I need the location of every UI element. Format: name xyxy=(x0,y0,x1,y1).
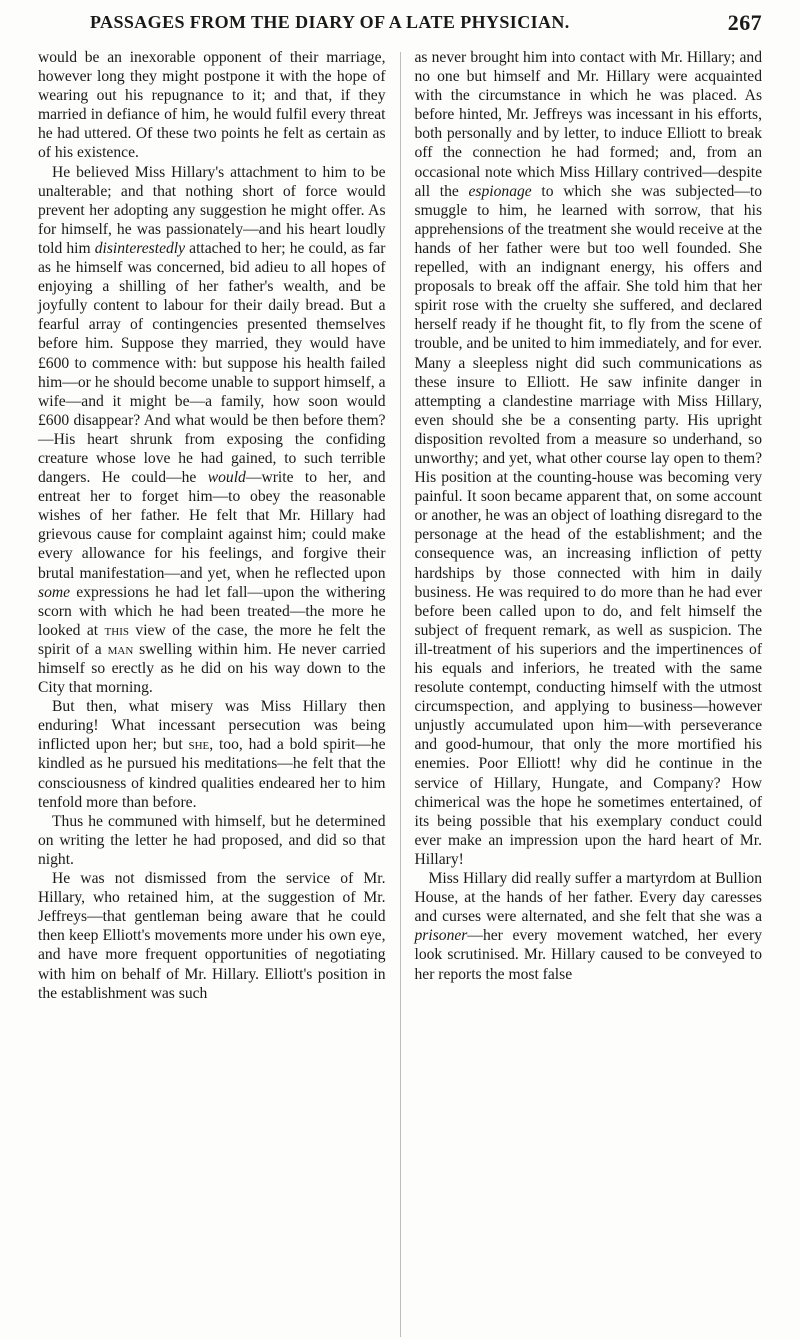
right-column xyxy=(415,48,763,1337)
column-divider xyxy=(400,52,401,1337)
paragraph-text: as never brought him into contact with Mr. Hillary; and no one but himself and Mr. Hillary were acquainted with the circumstance in which he was placed. As before hinted, Mr. Jeffreys was incessant in his efforts, both personally and by letter, to induce Elliott to break off the connection he had formed; and, from an occasional note which Miss Hillary contrived—despite all the xyxy=(414,49,763,200)
paragraph-text: man xyxy=(107,640,134,658)
paragraph xyxy=(38,163,386,698)
paragraph-text: would be an inexorable opponent of their marriage, however long they might postpone it with the hope of wearing out his repugnance to it; and that, if they married in defiance of him, he would fulfil every threat he had uttered. Of these two points he felt as certain as of his existence. xyxy=(38,49,386,162)
paragraph-text: expressions he had let fall—upon the withering scorn with which he had been treated—the more he looked at xyxy=(38,583,386,639)
paragraph-text: attached to her; he could, as far as he himself was concerned, bid adieu to all hopes of enjoying a shilling of her father's wealth, and be joyfully content to labour for their daily bread. But a fearful array of contingencies presented themselves before him. Suppose they married, they would have £600 to commence with: but suppose his health failed him—or he should become unable to support himself, a wife—and it might be—a family, how soon would £600 disappear? And what would be then before them?—His heart shrunk from exposing the confiding creature whose love he had gained, to such terrible dangers. He could—he xyxy=(38,239,386,487)
paragraph-text: to which she was subjected—to smuggle to him, he learned with sorrow, that his apprehensions of the treatment she would receive at the hands of her father were but too well founded. She repelled, with an indignant energy, his offers and proposals to break off the affair. She told him that her spirit rose with the cruelty she suffered, and declared herself ready if he thought fit, to fly from the scene of trouble, and be united to him immediately, and for ever. Many a sleepless night did such communications as these insure to Elliott. He saw infinite danger in attempting a clandestine marriage with Miss Hillary, even should she be a consenting party. His upright disposition revolted from a measure so underhand, so unworthy; and yet, what other course lay open to them? His position at the counting-house was becoming very painful. It soon became apparent that, on some account or another, he was an object of loathing disregard to the personage at the head of the establishment; and the consequence was, an increasing infliction of petty hardships by those connected with him in daily business. He was required to do more than he had ever before been called upon to do, and felt himself the subject of frequent remark, as well as suspicion. The ill-treatment of his superiors and the impertinences of his equals and inferiors, he treated with the same resolute contempt, conducting himself with the utmost circumspection, and applying to business—however unjustly accumulated upon him—with perseverance and good-humour, that only the more mortified his enemies. Poor Elliott! why did he continue in the service of Hillary, Hungate, and Company? How chimerical was the hope he sometimes entertained, of its being possible that his exemplary conduct could ever make an impression upon the hard heart of Mr. Hillary! xyxy=(414,182,763,868)
paragraph-text: espionage xyxy=(468,182,532,200)
paragraph-text: But then, what misery was Miss Hillary then enduring! What incessant persecution was being inflicted upon her; but xyxy=(38,698,386,754)
paragraph-text: she xyxy=(188,736,210,754)
paragraph xyxy=(38,812,386,869)
paragraph-text: Thus he communed with himself, but he determined on writing the letter he had proposed, and did so that night. xyxy=(38,812,386,868)
paragraph-text: some xyxy=(38,583,71,601)
page-number: 267 xyxy=(727,10,762,35)
paragraph xyxy=(38,48,386,163)
paragraph-text: swelling within him. He never carried himself so erectly as he did on his way down to the City that morning. xyxy=(38,640,386,697)
paragraph xyxy=(38,697,386,812)
paragraph-text: —write to her, and entreat her to forget him—to obey the reasonable wishes of her father. He felt that Mr. Hillary had grievous cause for complaint against him; could make every allowance for his feelings, and forgive their brutal manifestation—and yet, when he reflected upon xyxy=(38,469,386,582)
running-title: PASSAGES FROM THE DIARY OF A LATE PHYSICIAN. xyxy=(90,12,570,32)
paragraph-text: prisoner xyxy=(414,927,468,945)
text-columns xyxy=(38,48,762,1337)
paragraph xyxy=(415,48,763,869)
paragraph-text: Miss Hillary did really suffer a martyrdom at Bullion House, at the hands of her father. Every day caresses and curses were alternated, and she felt that she was a xyxy=(414,870,763,926)
left-column xyxy=(38,48,386,1337)
paragraph-text: this xyxy=(104,621,129,639)
running-head xyxy=(38,8,762,44)
paragraph xyxy=(38,869,386,1003)
paragraph-text: He was not dismissed from the service of Mr. Hillary, who retained him, at the suggestion of Mr. Jeffreys—that gentleman being aware that he could then keep Elliott's movements more under his own eye, and have more frequent opportunities of negotiating with him on behalf of Mr. Hillary. Elliott's position in the establishment was such xyxy=(38,870,386,1002)
paragraph-text: , too, had a bold spirit—he kindled as he pursued his meditations—he felt that the consciousness of kindred qualities endeared her to him tenfold more than before. xyxy=(38,736,386,811)
paragraph-text: disinterestedly xyxy=(94,239,186,257)
paragraph-text: —her every movement watched, her every look scrutinised. Mr. Hillary caused to be conveyed to her reports the most false xyxy=(414,927,763,983)
paragraph xyxy=(415,869,763,984)
paragraph-text: would xyxy=(207,469,246,487)
paragraph-text: view of the case, the more he felt the spirit of a xyxy=(38,621,386,658)
paragraph-text: He believed Miss Hillary's attachment to him to be unalterable; and that nothing short of force would prevent her adopting any suggestion he might offer. As for himself, he was passionately—and his heart loudly told him xyxy=(38,163,386,257)
